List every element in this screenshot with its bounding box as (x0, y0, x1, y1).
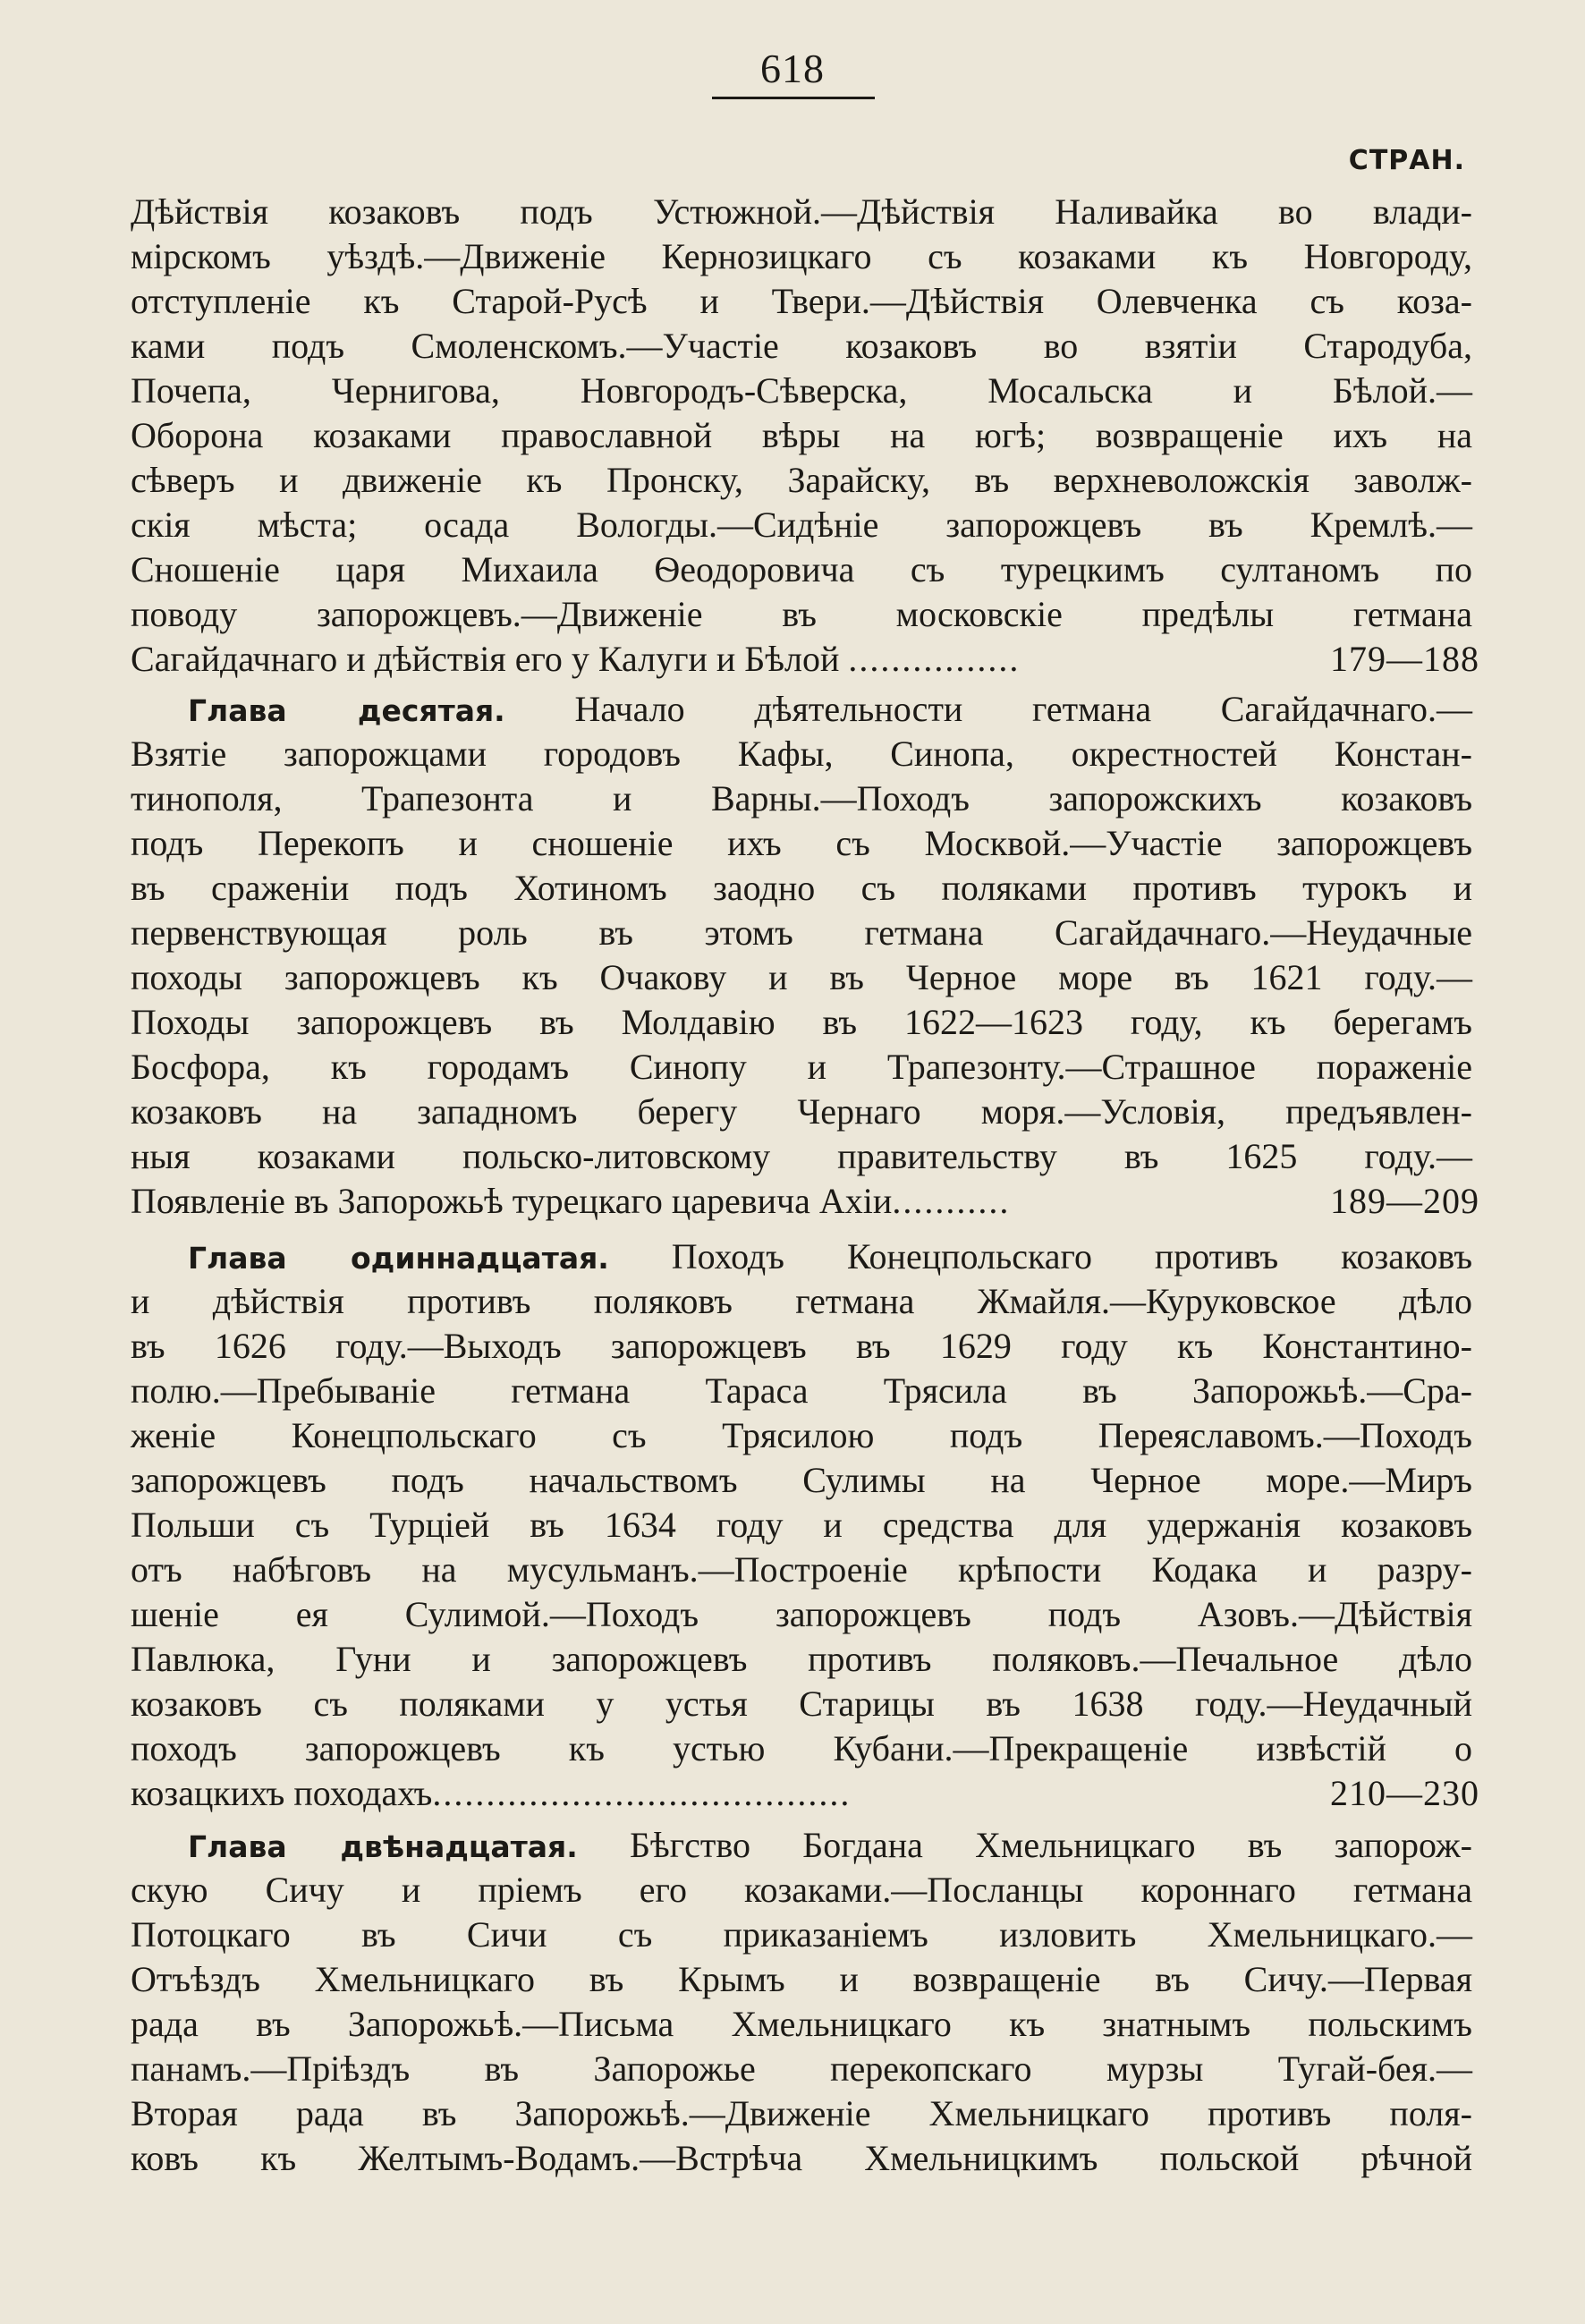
entry-last-line (131, 1179, 1479, 1224)
entry-line: рада въ Запорожьѣ.—Письма Хмельницкаго къ знатнымъ польскимъ (131, 2004, 1472, 2044)
chapter-heading: Глава десятая. (188, 693, 505, 728)
entry-line: Польши съ Турціей въ 1634 году и средства для удержанія козаковъ (131, 1505, 1472, 1545)
entry-line: скую Сичу и пріемъ его козаками.—Посланцы короннаго гетмана (131, 1870, 1472, 1910)
entry-last-line (131, 637, 1479, 682)
entry-line-text: козацкихъ походахъ (131, 1773, 433, 1813)
entry-line-text: Сагайдачнаго и дѣйствія его у Калуги и Бѣлой (131, 639, 840, 679)
chapter-heading: Глава одиннадцатая. (188, 1241, 609, 1276)
entry-line: запорожцевъ подъ начальствомъ Сулимы на Черное море.—Миръ (131, 1460, 1472, 1500)
entry-last-line (131, 1771, 1479, 1816)
entry-line: Павлюка, Гуни и запорожцевъ противъ поляковъ.—Печальное дѣло (131, 1639, 1472, 1679)
entry-line: ками подъ Смоленскомъ.—Участіе козаковъ во взятіи Стародуба, (131, 326, 1472, 366)
dot-leader: ....................................... (432, 1773, 852, 1813)
entry-line: шеніе ея Сулимой.—Походъ запорожцевъ подъ Азовъ.—Дѣйствія (131, 1594, 1472, 1634)
entry-line: тинополя, Трапезонта и Варны.—Походъ запорожскихъ козаковъ (131, 778, 1472, 818)
entry-first-line (131, 687, 1472, 732)
entry-line-text: Бѣгство Богдана Хмельницкаго въ запорож- (577, 1825, 1472, 1865)
entry-first-line (131, 1823, 1472, 1868)
entry-line: сѣверъ и движеніе къ Пронску, Зарайску, въ верхневоложскія заволж- (131, 460, 1472, 500)
entry-line: скія мѣста; осада Вологды.—Сидѣніе запорожцевъ въ Кремлѣ.— (131, 505, 1472, 545)
entry-line: въ 1626 году.—Выходъ запорожцевъ въ 1629 году къ Константино- (131, 1326, 1472, 1366)
entry-line: Потоцкаго въ Сичи съ приказаніемъ изловить Хмельницкаго.— (131, 1914, 1472, 1955)
toc-entry-chapter-10 (131, 687, 1479, 1224)
entry-line: отступленіе къ Старой-Русѣ и Твери.—Дѣйствія Олевченка съ коза- (131, 281, 1472, 321)
entry-line: въ сраженіи подъ Хотиномъ заодно съ поляками противъ турокъ и (131, 868, 1472, 908)
entry-line: поводу запорожцевъ.—Движеніе въ московскіе предѣлы гетмана (131, 594, 1472, 634)
toc-entry-chapter-11 (131, 1234, 1479, 1816)
entry-line: козаковъ съ поляками у устья Старицы въ 1638 году.—Неудачный (131, 1684, 1472, 1724)
entry-line: Почепа, Чернигова, Новгородъ-Сѣверска, Мосальска и Бѣлой.— (131, 370, 1472, 411)
entry-line: полю.—Пребываніе гетмана Тараса Трясила въ Запорожьѣ.—Сра- (131, 1370, 1472, 1411)
entry-line: Дѣйствія козаковъ подъ Устюжной.—Дѣйствія Наливайка во влади- (131, 191, 1472, 232)
page-range: 210—230 (1330, 1773, 1479, 1813)
entry-line: первенствующая роль въ этомъ гетмана Сагайдачнаго.—Неудачные (131, 912, 1472, 953)
page-number-rule (712, 97, 875, 99)
entry-line-text: Начало дѣятельности гетмана Сагайдачнаго.— (504, 689, 1473, 729)
entry-line: Отъѣздъ Хмельницкаго въ Крымъ и возвращеніе въ Сичу.—Первая (131, 1959, 1472, 1999)
entry-line: козаковъ на западномъ берегу Чернаго моря.—Условія, предъявлен- (131, 1091, 1472, 1132)
entry-line: Оборона козаками православной вѣры на югѣ; возвращеніе ихъ на (131, 415, 1472, 455)
entry-line-text: Походъ Конецпольскаго противъ козаковъ (608, 1236, 1473, 1277)
entry-line: Походы запорожцевъ въ Молдавію въ 1622—1623 году, къ берегамъ (131, 1002, 1472, 1042)
entry-line: Сношеніе царя Михаила Ѳеодоровича съ турецкимъ султаномъ по (131, 549, 1472, 589)
chapter-heading: Глава двѣнадцатая. (188, 1829, 578, 1864)
toc-entry-chapter-12 (131, 1823, 1472, 2181)
page-number: 618 (760, 46, 825, 91)
entry-line: панамъ.—Пріѣздъ въ Запорожье перекопскаго мурзы Тугай-бея.— (131, 2048, 1472, 2089)
page-range: 189—209 (1330, 1181, 1479, 1221)
entry-line: походъ запорожцевъ къ устью Кубани.—Прекращеніе извѣстій о (131, 1728, 1472, 1768)
page-range: 179—188 (1330, 639, 1479, 679)
toc-entry-chapter-9-continued (131, 190, 1479, 682)
entry-line: подъ Перекопъ и сношеніе ихъ съ Москвой.—Участіе запорожцевъ (131, 823, 1472, 863)
entry-line-text: Появленіе въ Запорожьѣ турецкаго царевича Ахіи (131, 1181, 893, 1221)
entry-line: Взятіе запорожцами городовъ Кафы, Синопа, окрестностей Констан- (131, 734, 1472, 774)
entry-first-line (131, 1234, 1472, 1279)
entry-line: Босфора, къ городамъ Синопу и Трапезонту.—Страшное пораженіе (131, 1047, 1472, 1087)
entry-line: и дѣйствія противъ поляковъ гетмана Жмайля.—Куруковское дѣло (131, 1281, 1472, 1321)
dot-leader: ................ (848, 639, 1021, 679)
dot-leader: ........... (892, 1181, 1011, 1221)
pages-column-header: СТРАН. (1348, 145, 1465, 176)
entry-line: мірскомъ уѣздѣ.—Движеніе Кернозицкаго съ козаками къ Новгороду, (131, 236, 1472, 276)
entry-line: Вторая рада въ Запорожьѣ.—Движеніе Хмельницкаго противъ поля- (131, 2093, 1472, 2133)
entry-line: отъ набѣговъ на мусульманъ.—Построеніе крѣпости Кодака и разру- (131, 1549, 1472, 1590)
entry-line: ныя козаками польско-литовскому правительству въ 1625 году.— (131, 1136, 1472, 1176)
entry-line: ковъ къ Желтымъ-Водамъ.—Встрѣча Хмельницкимъ польской рѣчной (131, 2138, 1472, 2178)
entry-line: женіе Конецпольскаго съ Трясилою подъ Переяславомъ.—Походъ (131, 1415, 1472, 1455)
entry-line: походы запорожцевъ къ Очакову и въ Черное море въ 1621 году.— (131, 957, 1472, 997)
